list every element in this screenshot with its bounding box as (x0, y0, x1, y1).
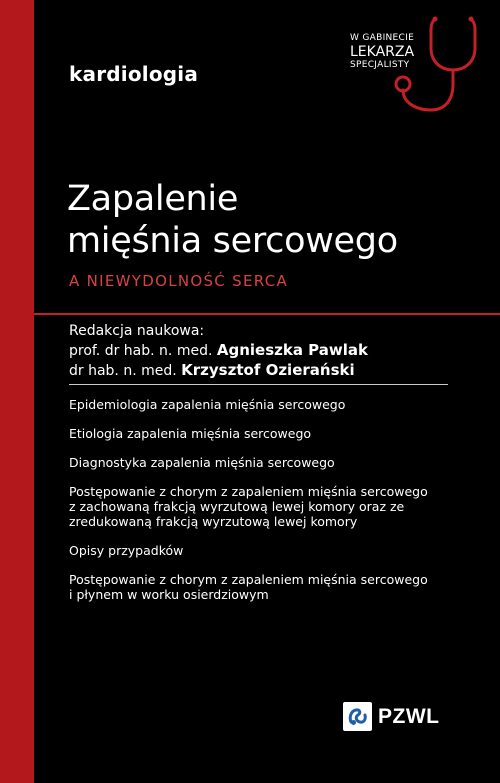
title-line-2: mięśnia sercowego (67, 221, 398, 261)
contents-item (69, 572, 469, 602)
publisher-name: PZWL (378, 704, 440, 728)
editors-block (69, 322, 368, 381)
contents-item-line: zredukowaną frakcją wyrzutową lewej komory (69, 514, 358, 529)
contents-list (69, 397, 469, 616)
editor-2-name: Krzysztof Ozierański (181, 361, 355, 379)
contents-item-line: Epidemiologia zapalenia mięśnia sercowego (69, 397, 346, 412)
contents-item (69, 455, 469, 470)
editors-heading: Redakcja naukowa: (69, 323, 205, 339)
editor-1-name: Agnieszka Pawlak (216, 341, 368, 359)
book-title (67, 178, 398, 262)
contents-item (69, 397, 469, 412)
contents-item-line: Postępowanie z chorym z zapaleniem mięśnia sercowego (69, 572, 428, 587)
title-line-1: Zapalenie (67, 179, 239, 219)
pzwl-logo-icon (343, 702, 372, 731)
contents-item (69, 426, 469, 441)
series-logo (345, 14, 500, 124)
editor-1 (69, 341, 368, 361)
book-subtitle: A NIEWYDOLNOŚĆ SERCA (69, 272, 289, 290)
category-label: kardiologia (69, 62, 199, 86)
series-title (350, 34, 414, 70)
contents-item-line: z zachowaną frakcją wyrzutową lewej komory oraz ze (69, 499, 405, 514)
white-divider (69, 384, 448, 385)
publisher-logo (343, 702, 439, 731)
editor-2-prefix: dr hab. n. med. (69, 363, 177, 379)
series-line-1: W GABINECIE (350, 33, 415, 43)
red-spine-band (0, 0, 34, 783)
series-line-3: SPECJALISTY (350, 60, 410, 70)
contents-item-line: i płynem w worku osierdziowym (69, 587, 269, 602)
series-line-2: LEKARZA (350, 44, 415, 60)
contents-item-line: Diagnostyka zapalenia mięśnia sercowego (69, 455, 335, 470)
editor-2 (69, 361, 368, 381)
contents-item (69, 484, 469, 529)
editor-1-prefix: prof. dr hab. n. med. (69, 343, 213, 359)
red-divider (34, 313, 500, 315)
contents-item (69, 543, 469, 558)
contents-item-line: Etiologia zapalenia mięśnia sercowego (69, 426, 312, 441)
contents-item-line: Postępowanie z chorym z zapaleniem mięśnia sercowego (69, 484, 428, 499)
contents-item-line: Opisy przypadków (69, 543, 184, 558)
